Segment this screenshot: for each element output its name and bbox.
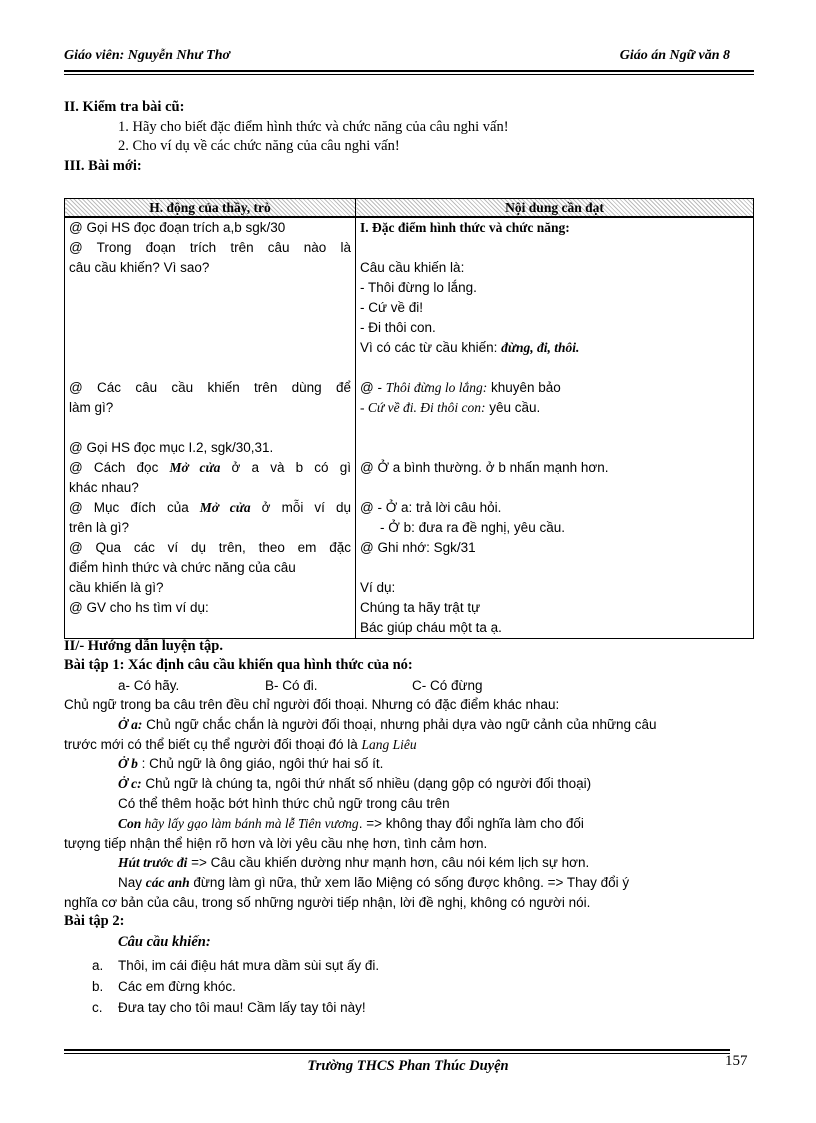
table-header-activity: H. động của thầy, trò (65, 199, 356, 218)
content-line: @ - Ở a: trả lời câu hỏi. (360, 500, 502, 515)
exercise-1-option: B- Có đi. (265, 678, 318, 693)
activity-text: ở a và b có gì (220, 460, 351, 475)
con-italic: hãy lấy gạo làm bánh mà lễ Tiên vương (141, 816, 359, 831)
review-item: 2. Cho ví dụ về các chức năng của câu nghi vấn! (118, 138, 400, 154)
activity-text: @ Trong đoạn trích trên câu nào là (69, 240, 351, 255)
table-header-row (65, 199, 754, 218)
purpose-quote: Thôi đừng lo lắng: (385, 380, 488, 395)
list-item: Đưa tay cho tôi mau! Cầm lấy tay tôi này! (118, 1000, 366, 1015)
footer-rule (64, 1049, 730, 1051)
review-item: 1. Hãy cho biết đặc điểm hình thức và chức năng của câu nghi vấn! (118, 119, 509, 135)
header-rule (64, 70, 754, 72)
activity-text: @ Gọi HS đọc mục I.2, sgk/30,31. (69, 440, 274, 455)
exercise-1-paragraph: Chủ ngữ trong ba câu trên đều chỉ người đối thoại. Nhưng có đặc điểm khác nhau: (64, 697, 560, 712)
activity-text: làm gì? (69, 400, 114, 415)
content-line: - Thôi đừng lo lắng. (360, 280, 477, 295)
activity-text: khác nhau? (69, 480, 139, 495)
content-line: Câu cầu khiến là: (360, 260, 465, 275)
spacer (69, 618, 351, 638)
exercise-1-add: Có thể thêm hoặc bớt hình thức chủ ngữ trong câu trên (118, 796, 450, 811)
exercise-1-case-a (118, 715, 657, 734)
exercise-1-title: Bài tập 1: Xác định câu cầu khiến qua hình thức của nó: (64, 657, 413, 673)
spacer (69, 358, 351, 378)
header-rule-thin (64, 74, 754, 75)
header-subject: Giáo án Ngữ văn 8 (619, 48, 730, 63)
content-line: Bác giúp cháu một ta ạ. (360, 620, 502, 635)
activity-text: @ GV cho hs tìm ví dụ: (69, 600, 209, 615)
case-name: Lang Liêu (361, 737, 417, 752)
activity-line (69, 498, 351, 518)
content-line (360, 398, 749, 418)
content-heading: I. Đặc điểm hình thức và chức năng: (360, 220, 570, 235)
table-row (65, 217, 754, 639)
spacer (360, 558, 749, 578)
list-item: Thôi, im cái điệu hát mưa dầm sùi sụt ấy đi. (118, 958, 380, 973)
content-line: - Cứ về đi! (360, 300, 424, 315)
nay-prefix: Nay (118, 875, 146, 890)
exercise-1-hut (118, 853, 589, 872)
footer-school: Trường THCS Phan Thúc Duyện (307, 1058, 509, 1074)
spacer (360, 438, 749, 458)
purpose-quote: - Cứ về đi. Đi thôi con: (360, 400, 486, 415)
exercise-1-con (118, 814, 584, 833)
activity-line (69, 538, 351, 558)
case-label: Ở a: (118, 717, 143, 732)
exercise-1-case-c (118, 774, 591, 793)
purpose-text: khuyên bảo (487, 380, 561, 395)
activity-text: @ Cách đọc (69, 460, 170, 475)
exercise-1-con-cont: tượng tiếp nhận thể hiện rõ hơn và lời yêu cầu nhẹ hơn, tình cảm hơn. (64, 836, 488, 851)
case-text: Chủ ngữ chắc chắn là người đối thoại, nhưng phải dựa vào ngữ cảnh của những câu (142, 717, 657, 732)
activity-text: điểm hình thức và chức năng của câu (69, 560, 296, 575)
exercise-2-subtitle: Câu cầu khiến: (118, 934, 211, 950)
activity-line (69, 558, 351, 578)
footer-rule-thin (64, 1053, 730, 1054)
activity-text: ở mỗi ví dụ (250, 500, 351, 515)
activity-emphasis: Mở cửa (199, 500, 251, 515)
activity-text: @ Qua các ví dụ trên, theo em đặc (69, 540, 351, 555)
activity-line (69, 458, 351, 478)
reason-prefix: Vì có các từ cầu khiến: (360, 340, 502, 355)
case-label: Ở b (118, 756, 138, 771)
exercise-1-nay-cont: nghĩa cơ bản của câu, trong số những người tiếp nhận, lời đề nghị, không có người nói. (64, 895, 591, 910)
purpose-prefix: @ - (360, 380, 386, 395)
page-number: 157 (725, 1053, 748, 1069)
case-text: trước mới có thể biết cụ thể người đối thoại đó là (64, 737, 362, 752)
header-teacher: Giáo viên: Nguyễn Như Thơ (64, 48, 231, 63)
list-item: Các em đừng khóc. (118, 979, 236, 994)
con-bold: Con (118, 816, 142, 831)
section-heading-review: II. Kiểm tra bài cũ: (64, 99, 185, 115)
exercise-2-title: Bài tập 2: (64, 913, 125, 929)
case-text: : Chủ ngữ là ông giáo, ngôi thứ hai số ít. (137, 756, 384, 771)
activity-column (65, 217, 356, 639)
activity-line (69, 478, 351, 498)
activity-emphasis: Mở cửa (169, 460, 221, 475)
content-line: @ Ở a bình thường. ở b nhấn mạnh hơn. (360, 460, 609, 475)
activity-text: câu cầu khiến? Vì sao? (69, 260, 210, 275)
spacer (69, 318, 351, 338)
activity-line (69, 258, 351, 278)
practice-heading: II/- Hướng dẫn luyện tập. (64, 638, 223, 654)
table-header-content: Nội dung cần đạt (356, 199, 754, 218)
nay-bold: các anh (145, 875, 190, 890)
spacer (69, 278, 351, 298)
exercise-1-nay (118, 873, 629, 892)
activity-line (69, 438, 351, 458)
exercise-1-option: C- Có đừng (412, 678, 483, 693)
content-line (360, 378, 749, 398)
spacer (360, 238, 749, 258)
activity-line (69, 518, 351, 538)
content-line: - Ở b: đưa ra đề nghị, yêu cầu. (380, 520, 565, 535)
content-line: Chúng ta hãy trật tự (360, 600, 481, 615)
activity-line (69, 398, 351, 418)
con-text: . => không thay đổi nghĩa làm cho đối (358, 816, 584, 831)
content-column (356, 217, 754, 639)
activity-line (69, 378, 351, 398)
purpose-text: yêu cầu. (485, 400, 541, 415)
list-marker: b. (92, 979, 104, 994)
reason-words: đừng, đi, thôi. (501, 340, 580, 355)
list-marker: a. (92, 958, 104, 973)
case-label: Ở c: (118, 776, 142, 791)
spacer (69, 298, 351, 318)
exercise-1-case-b (118, 754, 383, 773)
section-heading-new-lesson: III. Bài mới: (64, 158, 142, 174)
activity-lines (69, 218, 351, 638)
nay-text: đừng làm gì nữa, thử xem lão Miệng có sống được không. => Thay đổi ý (189, 875, 630, 890)
list-marker: c. (92, 1000, 103, 1015)
activity-line (69, 238, 351, 258)
activity-line (69, 578, 351, 598)
exercise-1-option: a- Có hãy. (118, 678, 180, 693)
hut-text: => Câu cầu khiến dường như mạnh hơn, câu nói kém lịch sự hơn. (187, 855, 590, 870)
activity-text: cầu khiến là gì? (69, 580, 164, 595)
content-line (360, 338, 749, 358)
activity-text: @ Mục đích của (69, 500, 200, 515)
exercise-1-case-a-cont (64, 735, 417, 754)
activity-text: trên là gì? (69, 520, 130, 535)
lesson-table (64, 198, 754, 639)
content-line: @ Ghi nhớ: Sgk/31 (360, 540, 476, 555)
activity-line (69, 218, 351, 238)
spacer (360, 418, 749, 438)
hut-label: Hút trước đi (118, 855, 188, 870)
spacer (69, 338, 351, 358)
activity-line (69, 598, 351, 618)
spacer (69, 418, 351, 438)
case-text: Chủ ngữ là chúng ta, ngôi thứ nhất số nhiều (dạng gộp có người đối thoại) (141, 776, 592, 791)
activity-text: @ Gọi HS đọc đoạn trích a,b sgk/30 (69, 220, 286, 235)
spacer (360, 358, 749, 378)
activity-text: @ Các câu cầu khiến trên dùng để (69, 380, 351, 395)
spacer (360, 478, 749, 498)
content-line: Ví dụ: (360, 580, 396, 595)
content-line: - Đi thôi con. (360, 320, 436, 335)
